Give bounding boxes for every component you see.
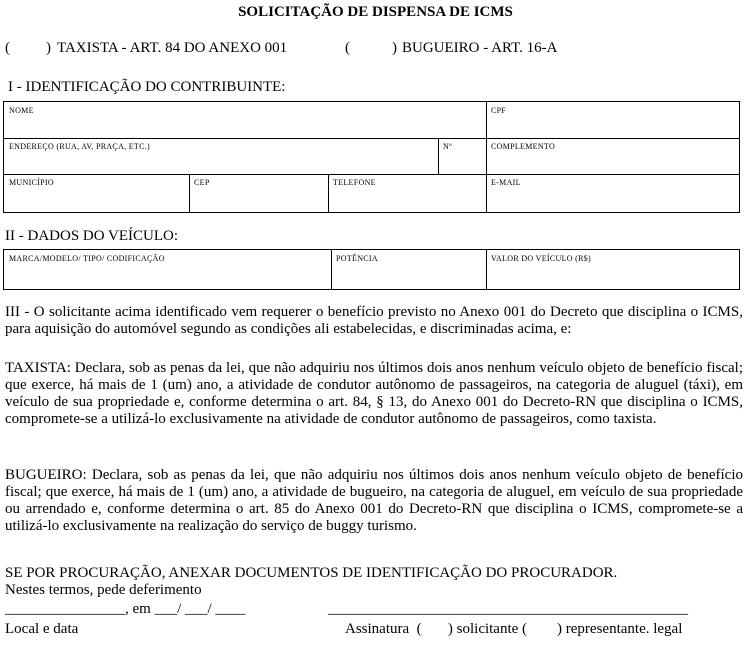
endereco-label: ENDEREÇO (RUA, AV, PRAÇA, ETC.) bbox=[9, 142, 151, 151]
telefone-field[interactable] bbox=[328, 174, 486, 212]
bugueiro-checkbox-open[interactable]: ( bbox=[345, 40, 350, 56]
section-veiculo-heading: II - DADOS DO VEÍCULO: bbox=[5, 228, 179, 244]
municipio-field[interactable] bbox=[4, 174, 189, 212]
complemento-label: COMPLEMENTO bbox=[491, 142, 556, 151]
procuracao-notice: SE POR PROCURAÇÃO, ANEXAR DOCUMENTOS DE IDENTIFICAÇÃO DO PROCURADOR. bbox=[5, 565, 618, 581]
closing-text: Nestes termos, pede deferimento bbox=[5, 582, 202, 598]
marca-label: MARCA/MODELO/ TIPO/ CODIFICAÇÃO bbox=[9, 254, 165, 263]
numero-label: Nº bbox=[443, 142, 452, 151]
bugueiro-option-label: BUGUEIRO - ART. 16-A bbox=[402, 40, 558, 56]
taxista-option-label: TAXISTA - ART. 84 DO ANEXO 001 bbox=[57, 40, 288, 56]
nome-label: NOME bbox=[9, 106, 34, 115]
page-title: SOLICITAÇÃO DE DISPENSA DE ICMS bbox=[238, 4, 513, 20]
bugueiro-declaration: BUGUEIRO: Declara, sob as penas da lei, que não adquiriu nos últimos dois anos nenhum veículo objeto de benefício fiscal; que exerce, há mais de 1 (um) ano, a atividade de bugueiro, na categoria de aluguel, em veículo de sua propriedade ou arrendado e, conforme determina o art. 85 do Anexo 001 do Decreto-RN que disciplina o ICMS, compromete-se a utilizá-lo exclusivamente na realização do serviço de buggy turismo. bbox=[5, 467, 743, 534]
local-data-line[interactable]: ________________, em ___/ ___/ ____ bbox=[5, 601, 246, 617]
email-label: E-MAIL bbox=[491, 178, 521, 187]
endereco-field[interactable] bbox=[4, 138, 438, 174]
taxista-checkbox-close[interactable]: ) bbox=[46, 40, 51, 56]
taxista-declaration: TAXISTA: Declara, sob as penas da lei, que não adquiriu nos últimos dois anos nenhum veículo objeto de benefício fiscal; que exerce, há mais de 1 (um) ano, a atividade de condutor autônomo de passageiros, na categoria de aluguel (táxi), em veículo de sua propriedade e, conforme determina o art. 84, § 13, do Anexo 001 do Decreto-RN que disciplina o ICMS, compromete-se a utilizá-lo exclusivamente na atividade de condutor autônomo de passageiros, como taxista. bbox=[5, 360, 743, 427]
complemento-field[interactable] bbox=[486, 138, 739, 174]
cpf-field[interactable] bbox=[486, 102, 739, 138]
signature-label: Assinatura ( ) solicitante ( ) representante. legal bbox=[345, 621, 683, 637]
cpf-label: CPF bbox=[491, 106, 507, 115]
valor-field[interactable] bbox=[486, 250, 739, 289]
nome-field[interactable] bbox=[4, 102, 486, 138]
local-data-label: Local e data bbox=[5, 621, 79, 637]
numero-field[interactable] bbox=[438, 138, 486, 174]
requerimento-text: III - O solicitante acima identificado vem requerer o benefício previsto no Anexo 001 do Decreto que disciplina o ICMS, para aquisição do automóvel segundo as condições ali estabelecidas, e discriminadas acima, e: bbox=[5, 304, 743, 337]
potencia-field[interactable] bbox=[331, 250, 486, 289]
potencia-label: POTÊNCIA bbox=[336, 254, 378, 263]
marca-field[interactable] bbox=[4, 250, 331, 289]
section-identificacao-heading: I - IDENTIFICAÇÃO DO CONTRIBUINTE: bbox=[8, 79, 286, 95]
municipio-label: MUNICÍPIO bbox=[9, 178, 54, 187]
telefone-label: TELEFONE bbox=[333, 178, 376, 187]
valor-label: VALOR DO VEÍCULO (R$) bbox=[491, 254, 592, 263]
signature-line[interactable]: ________________________________________________ bbox=[328, 601, 688, 617]
email-field[interactable] bbox=[486, 174, 739, 212]
cep-label: CEP bbox=[194, 178, 210, 187]
taxista-checkbox-open[interactable]: ( bbox=[5, 40, 10, 56]
cep-field[interactable] bbox=[189, 174, 328, 212]
contribuinte-form bbox=[3, 101, 740, 213]
bugueiro-checkbox-close[interactable]: ) bbox=[392, 40, 397, 56]
veiculo-form bbox=[3, 249, 740, 290]
